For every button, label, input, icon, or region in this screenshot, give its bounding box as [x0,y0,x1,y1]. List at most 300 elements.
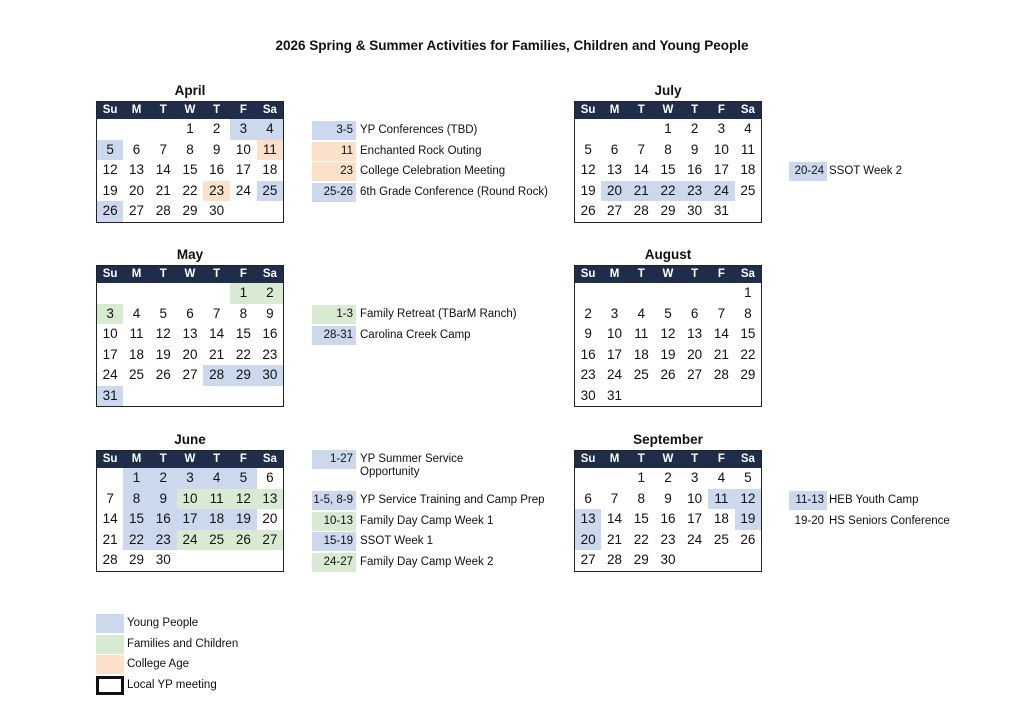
empty-cell [123,119,150,140]
day-cell: 7 [159,141,168,157]
day-cell: 1 [664,121,672,136]
empty-cell [735,201,762,222]
day-cell: 31 [607,387,623,403]
weekday-header: Su [97,266,124,284]
day-cell: 30 [580,387,596,403]
weekday-header: Su [97,451,124,469]
event-label: HS Seniors Conference [829,514,950,527]
empty-cell [230,201,257,222]
empty-cell [681,283,708,304]
event-date-range: 10-13 [312,512,356,531]
day-cell: 13 [575,509,602,530]
day-cell: 4 [744,121,752,136]
day-cell: 20 [129,182,145,198]
day-cell: 1 [123,468,150,489]
calendar-grid [96,101,284,223]
day-cell: 14 [209,326,225,341]
day-cell: 28 [203,365,230,386]
legend-label: College Age [127,658,190,670]
weekday-header: W [177,451,204,469]
day-cell: 22 [235,346,251,362]
day-cell: 12 [155,326,171,341]
weekday-header: Sa [257,451,284,469]
day-cell: 17 [235,162,251,177]
day-cell: 27 [129,203,145,218]
empty-cell [150,119,177,140]
empty-cell [230,386,257,407]
weekday-header: T [681,102,708,120]
day-cell: 20 [687,346,703,362]
event-date-range: 19-20 [794,514,824,527]
day-cell: 27 [607,203,623,218]
day-cell: 15 [660,162,676,177]
day-cell: 12 [660,326,676,341]
weekday-header: T [628,102,655,120]
event-label: College Celebration Meeting [360,165,506,177]
day-cell: 12 [102,162,118,177]
weekday-header: Sa [735,102,762,120]
day-cell: 9 [690,141,699,157]
page-title: 2026 Spring & Summer Activities for Families, Children and Young People [275,38,749,53]
day-cell: 22 [633,531,649,547]
day-cell: 8 [239,305,248,321]
day-cell: 13 [607,162,623,177]
weekday-header: F [230,266,257,284]
month-name: September [633,432,703,447]
day-cell: 1 [186,121,194,136]
day-cell: 4 [717,470,726,485]
day-cell: 16 [687,162,703,177]
day-cell: 24 [708,181,735,202]
day-cell: 10 [177,489,204,510]
event-date-range: 3-5 [312,121,356,140]
day-cell: 30 [687,203,703,218]
weekday-header: T [628,266,655,284]
day-cell: 9 [664,490,672,506]
day-cell: 8 [664,141,672,157]
day-cell: 7 [106,490,114,506]
day-cell: 25 [633,367,649,382]
day-cell: 29 [633,552,649,567]
day-cell: 14 [155,162,171,177]
empty-cell [123,386,150,407]
day-cell: 30 [660,552,676,567]
day-cell: 26 [155,367,171,382]
event-date-range: 15-19 [312,532,356,551]
empty-cell [655,283,682,304]
event-label: 6th Grade Conference (Round Rock) [360,185,548,198]
day-cell: 18 [129,346,145,362]
day-cell: 20 [575,530,602,551]
day-cell: 2 [212,121,221,136]
day-cell: 17 [607,346,623,362]
event-label: Family Day Camp Week 2 [360,555,494,568]
day-cell: 5 [584,141,592,157]
weekday-header: Sa [735,451,762,469]
day-cell: 23 [150,530,177,551]
empty-cell [177,283,204,304]
empty-cell [681,386,708,407]
day-cell: 9 [584,326,592,341]
event-label: HEB Youth Camp [829,494,919,506]
weekday-header: M [123,266,150,284]
calendar-grid [574,265,762,407]
event-date-range: 25-26 [312,183,356,202]
day-cell: 22 [182,182,198,198]
day-cell: 28 [607,552,623,567]
day-cell: 8 [123,489,150,510]
day-cell: 8 [637,490,646,506]
day-cell: 12 [580,162,596,177]
day-cell: 22 [655,181,682,202]
weekday-header: F [708,266,735,284]
day-cell: 11 [257,140,284,161]
day-cell: 1 [230,283,257,304]
day-cell: 26 [97,201,124,222]
day-cell: 7 [637,141,646,157]
day-cell: 2 [257,283,284,304]
weekday-header: W [655,266,682,284]
day-cell: 4 [132,305,141,321]
day-cell: 1 [744,285,752,300]
day-cell: 15 [633,511,649,526]
weekday-header: M [601,451,628,469]
event-date-range: 28-31 [312,326,356,345]
day-cell: 7 [610,490,619,506]
day-cell: 17 [102,346,118,362]
month-name: July [654,83,682,98]
empty-cell [97,283,124,304]
weekday-header: F [708,102,735,120]
empty-cell [177,550,204,571]
legend-swatch [96,676,124,695]
day-cell: 19 [660,346,676,362]
empty-cell [203,386,230,407]
calendar-grid [574,450,762,572]
day-cell: 18 [633,346,649,362]
day-cell: 21 [209,346,225,362]
day-cell: 5 [744,470,752,485]
empty-cell [575,119,602,140]
legend-swatch [96,635,124,654]
empty-cell [150,283,177,304]
day-cell: 28 [633,203,649,218]
event-label: SSOT Week 2 [829,165,903,177]
empty-cell [601,283,628,304]
day-cell: 11 [129,326,144,341]
day-cell: 25 [203,530,230,551]
day-cell: 6 [610,141,619,157]
weekday-header: F [230,102,257,120]
month-name: April [174,83,206,98]
day-cell: 10 [713,141,729,157]
day-cell: 2 [584,305,592,321]
event-label: SSOT Week 1 [360,535,434,547]
day-cell: 26 [740,531,756,547]
day-cell: 8 [186,141,194,157]
empty-cell [575,468,602,489]
legend-label: Families and Children [127,637,239,650]
day-cell: 2 [150,468,177,489]
day-cell: 13 [257,489,284,510]
empty-cell [177,386,204,407]
weekday-header: T [150,266,177,284]
day-cell: 31 [97,386,124,407]
day-cell: 23 [681,181,708,202]
event-date-range: 1-27 [312,450,356,469]
empty-cell [628,119,655,140]
empty-cell [575,283,602,304]
empty-cell [203,550,230,571]
day-cell: 16 [580,346,596,362]
day-cell: 12 [230,489,257,510]
day-cell: 15 [740,326,756,341]
day-cell: 21 [607,531,623,547]
weekday-header: M [123,102,150,120]
day-cell: 18 [203,509,230,530]
calendar-grid [96,450,284,572]
empty-cell [230,550,257,571]
weekday-header: M [123,451,150,469]
day-cell: 20 [601,181,628,202]
day-cell: 17 [177,509,204,530]
day-cell: 3 [610,305,619,321]
day-cell: 15 [123,509,150,530]
weekday-header: T [203,266,230,284]
day-cell: 21 [713,346,729,362]
empty-cell [97,468,124,489]
day-cell: 12 [735,489,762,510]
weekday-header: Su [575,266,602,284]
calendar-grid [96,265,284,407]
day-cell: 10 [687,490,703,506]
legend-label: Young People [127,617,199,629]
weekday-header: Su [575,102,602,120]
day-cell: 9 [212,141,221,157]
weekday-header: T [150,451,177,469]
day-cell: 25 [257,181,284,202]
day-cell: 15 [182,162,198,177]
day-cell: 29 [230,365,257,386]
empty-cell [97,119,124,140]
day-cell: 10 [235,141,251,157]
day-cell: 24 [177,530,204,551]
weekday-header: W [177,102,204,120]
empty-cell [257,550,284,571]
day-cell: 27 [257,530,284,551]
day-cell: 30 [209,203,225,218]
weekday-header: F [230,451,257,469]
event-label: YP Conferences (TBD) [360,124,478,136]
day-cell: 23 [203,181,230,202]
day-cell: 10 [102,326,118,341]
day-cell: 3 [177,468,204,489]
day-cell: 27 [687,367,703,382]
day-cell: 6 [132,141,141,157]
day-cell: 19 [230,509,257,530]
weekday-header: T [628,451,655,469]
empty-cell [735,550,762,571]
legend-swatch [96,655,124,674]
day-cell: 11 [634,326,649,341]
day-cell: 16 [660,511,676,526]
day-cell: 2 [690,121,699,136]
event-date-range: 24-27 [312,553,356,572]
day-cell: 5 [664,305,672,321]
weekday-header: Sa [257,266,284,284]
day-cell: 15 [235,326,251,341]
day-cell: 10 [607,326,623,341]
day-cell: 19 [735,509,762,530]
day-cell: 17 [687,511,703,526]
weekday-header: W [655,451,682,469]
day-cell: 16 [209,162,225,177]
day-cell: 3 [690,470,699,485]
day-cell: 28 [155,203,171,218]
day-cell: 4 [637,305,646,321]
weekday-header: W [655,102,682,120]
day-cell: 19 [580,182,596,198]
day-cell: 4 [257,119,284,140]
day-cell: 9 [266,305,274,321]
event-date-range: 11 [312,142,356,161]
day-cell: 18 [262,162,278,177]
day-cell: 25 [740,182,756,198]
empty-cell [655,386,682,407]
day-cell: 20 [182,346,198,362]
day-cell: 2 [664,470,672,485]
day-cell: 11 [708,489,735,510]
day-cell: 30 [257,365,284,386]
empty-cell [257,386,284,407]
event-label: YP Summer Service Opportunity [360,453,464,478]
day-cell: 6 [266,470,274,485]
day-cell: 23 [660,531,676,547]
day-cell: 29 [129,552,145,567]
day-cell: 7 [212,305,221,321]
day-cell: 14 [713,326,729,341]
day-cell: 28 [102,552,118,567]
empty-cell [708,550,735,571]
day-cell: 26 [580,203,596,218]
event-label: YP Service Training and Camp Prep [360,494,545,506]
day-cell: 22 [123,530,150,551]
day-cell: 17 [713,162,729,177]
event-label: Enchanted Rock Outing [360,144,482,157]
weekday-header: Su [97,102,124,120]
calendar-grid [574,101,762,223]
day-cell: 5 [159,305,168,321]
day-cell: 23 [262,346,278,362]
weekday-header: T [203,102,230,120]
month-name: May [176,247,204,262]
weekday-header: T [681,451,708,469]
day-cell: 24 [607,367,623,382]
day-cell: 8 [744,305,752,321]
day-cell: 6 [584,490,592,506]
weekday-header: Sa [735,266,762,284]
weekday-header: T [681,266,708,284]
day-cell: 1 [637,470,646,485]
weekday-header: F [708,451,735,469]
day-cell: 21 [628,181,655,202]
day-cell: 16 [262,326,278,341]
day-cell: 13 [129,162,145,177]
day-cell: 7 [717,305,726,321]
day-cell: 28 [713,367,729,382]
empty-cell [601,468,628,489]
day-cell: 14 [607,511,623,526]
day-cell: 19 [102,182,118,198]
event-date-range: 11-13 [789,491,827,510]
day-cell: 14 [102,511,118,526]
day-cell: 25 [129,367,145,382]
day-cell: 25 [713,531,729,547]
day-cell: 22 [740,346,756,362]
day-cell: 26 [660,367,676,382]
day-cell: 31 [713,203,729,218]
weekday-header: M [601,102,628,120]
day-cell: 26 [230,530,257,551]
day-cell: 19 [155,346,171,362]
empty-cell [150,386,177,407]
empty-cell [628,386,655,407]
day-cell: 16 [150,509,177,530]
weekday-header: T [150,102,177,120]
empty-cell [708,386,735,407]
day-cell: 21 [102,531,118,547]
day-cell: 27 [580,552,596,567]
legend-label: Local YP meeting [127,678,217,691]
day-cell: 29 [740,367,756,382]
weekday-header: T [203,451,230,469]
day-cell: 27 [182,367,198,382]
event-label: Carolina Creek Camp [360,328,471,341]
event-label: Family Retreat (TBarM Ranch) [360,308,517,320]
day-cell: 5 [230,468,257,489]
weekday-header: Sa [257,102,284,120]
empty-cell [735,386,762,407]
day-cell: 20 [262,511,278,526]
empty-cell [708,283,735,304]
event-date-range: 1-3 [312,305,356,324]
empty-cell [257,201,284,222]
empty-cell [203,283,230,304]
empty-cell [601,119,628,140]
day-cell: 6 [690,305,699,321]
day-cell: 6 [186,305,194,321]
day-cell: 14 [633,162,649,177]
event-date-range: 23 [312,162,356,181]
day-cell: 13 [687,326,703,341]
day-cell: 21 [155,182,171,198]
day-cell: 4 [203,468,230,489]
day-cell: 13 [182,326,198,341]
day-cell: 5 [97,140,124,161]
day-cell: 18 [740,162,756,177]
legend-swatch [96,614,124,633]
month-name: June [174,432,206,447]
day-cell: 29 [660,203,676,218]
day-cell: 29 [182,203,198,218]
month-name: August [644,247,692,262]
empty-cell [681,550,708,571]
day-cell: 24 [687,531,703,547]
event-label: Family Day Camp Week 1 [360,514,494,527]
day-cell: 18 [713,511,729,526]
day-cell: 30 [155,552,171,567]
weekday-header: M [601,266,628,284]
